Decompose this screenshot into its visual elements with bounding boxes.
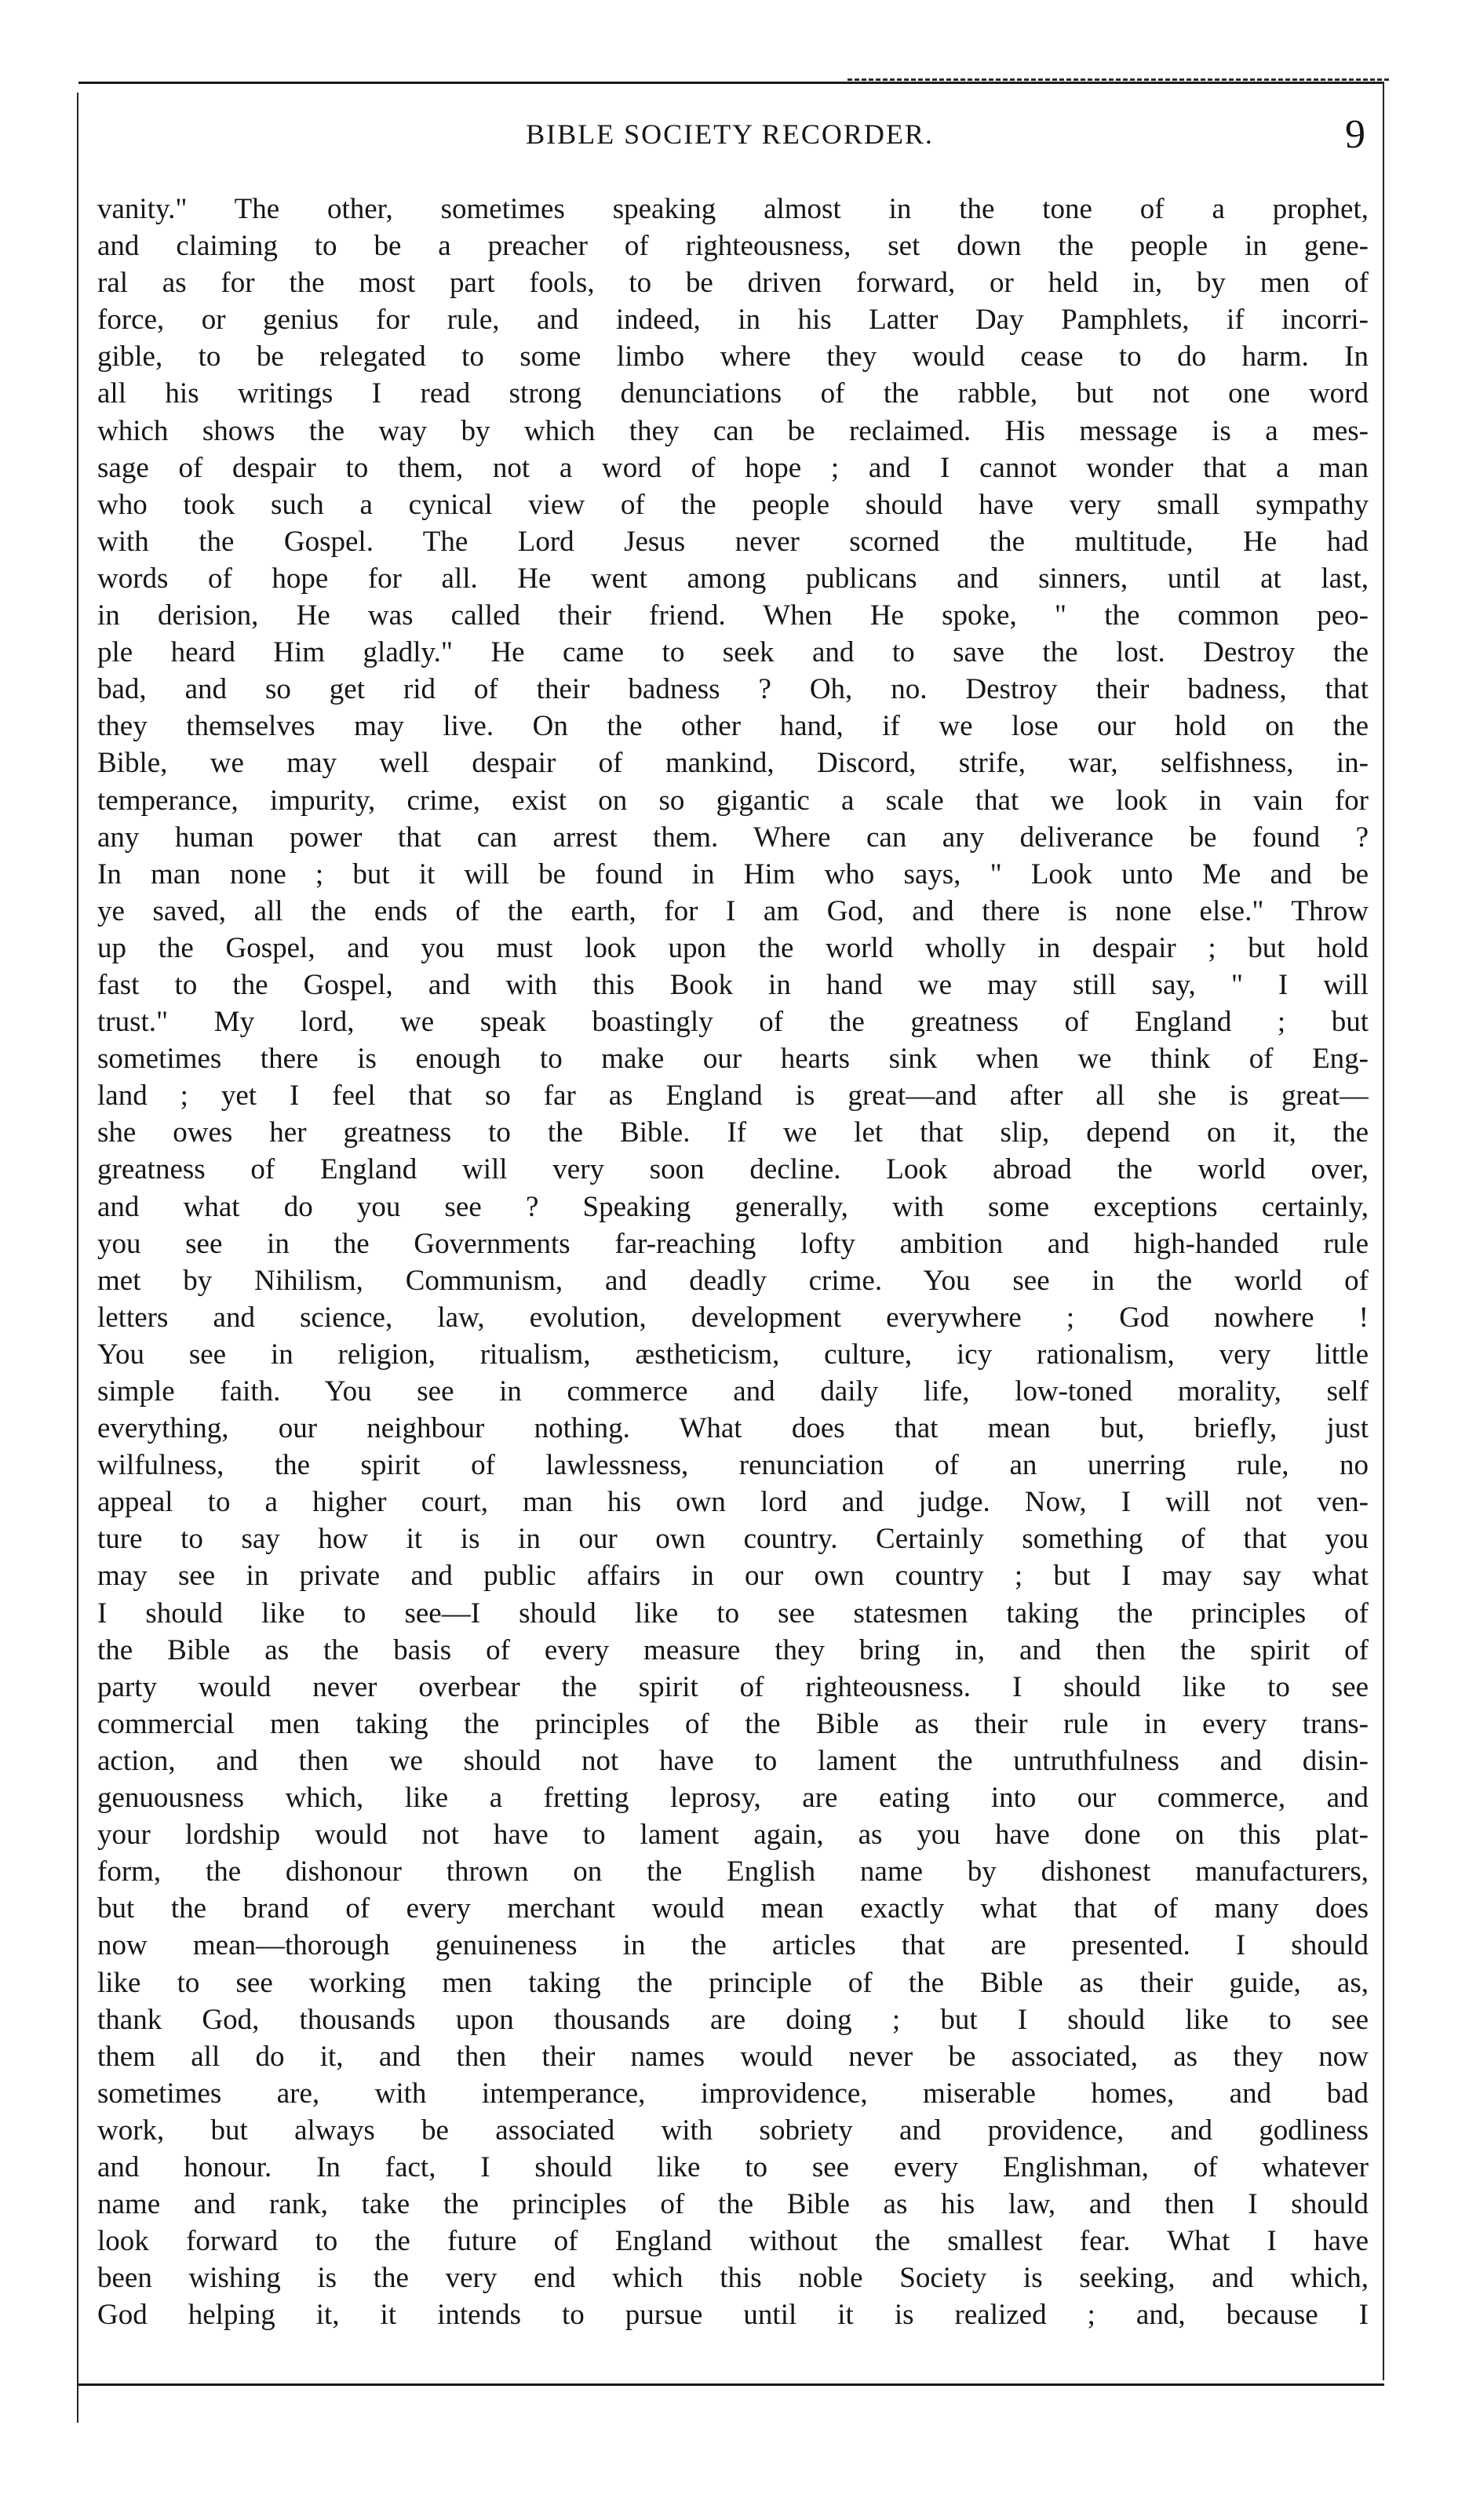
- text-line: met by Nihilism, Communism, and deadly crime. You see in the world of: [97, 1264, 1369, 1297]
- text-line: and honour. In fact, I should like to see every Englishman, of whatever: [97, 2150, 1369, 2183]
- page-number: 9: [1345, 112, 1365, 157]
- text-line: God helping it, it intends to pursue until it is realized ; and, because I: [97, 2299, 1369, 2332]
- text-line: In man none ; but it will be found in Him who says, " Look unto Me and be: [97, 858, 1369, 890]
- text-line: bad, and so get rid of their badness ? Oh, no. Destroy their badness, that: [97, 673, 1369, 706]
- text-line: look forward to the future of England without the smallest fear. What I have: [97, 2225, 1369, 2258]
- text-line: words of hope for all. He went among publicans and sinners, until at last,: [97, 562, 1369, 595]
- text-line: in derision, He was called their friend. When He spoke, " the common peo-: [97, 599, 1369, 632]
- text-line: name and rank, take the principles of the Bible as his law, and then I should: [97, 2188, 1369, 2221]
- text-line: ye saved, all the ends of the earth, for I am God, and there is none else." Throw: [97, 894, 1369, 927]
- text-line: party would never overbear the spirit of righteousness. I should like to see: [97, 1670, 1369, 1703]
- text-line: your lordship would not have to lament again, as you have done on this plat-: [97, 1819, 1369, 1852]
- text-line: greatness of England will very soon decline. Look abroad the world over,: [97, 1153, 1369, 1186]
- text-line: land ; yet I feel that so far as England is great—and after all she is great—: [97, 1080, 1369, 1113]
- text-line: now mean—thorough genuineness in the articles that are presented. I should: [97, 1929, 1369, 1962]
- text-line: letters and science, law, evolution, development everywhere ; God nowhere !: [97, 1301, 1369, 1334]
- text-line: commercial men taking the principles of the Bible as their rule in every trans-: [97, 1707, 1369, 1740]
- text-line: and claiming to be a preacher of righteousness, set down the people in gene-: [97, 230, 1369, 263]
- text-line: work, but always be associated with sobriety and providence, and godliness: [97, 2114, 1369, 2147]
- text-line: they themselves may live. On the other hand, if we lose our hold on the: [97, 710, 1369, 743]
- text-line: gible, to be relegated to some limbo where they would cease to do harm. In: [97, 340, 1369, 373]
- top-border-dashes: [848, 78, 1389, 81]
- text-line: sometimes there is enough to make our hearts sink when we think of Eng-: [97, 1043, 1369, 1076]
- text-line: trust." My lord, we speak boastingly of the greatness of England ; but: [97, 1006, 1369, 1039]
- text-line: but the brand of every merchant would mean exactly what that of many does: [97, 1892, 1369, 1925]
- text-line: all his writings I read strong denunciations of the rabble, but not one word: [97, 377, 1369, 410]
- text-line: sage of despair to them, not a word of hope ; and I cannot wonder that a man: [97, 451, 1369, 484]
- text-line: You see in religion, ritualism, æstheticism, culture, icy rationalism, very little: [97, 1338, 1369, 1371]
- text-line: sometimes are, with intemperance, improvidence, miserable homes, and bad: [97, 2077, 1369, 2110]
- top-border-rule: [78, 82, 1384, 84]
- text-line: and what do you see ? Speaking generally, with some exceptions certainly,: [97, 1190, 1369, 1223]
- text-line: force, or genius for rule, and indeed, in his Latter Day Pamphlets, if incorri-: [97, 304, 1369, 337]
- text-line: temperance, impurity, crime, exist on so gigantic a scale that we look in vain for: [97, 784, 1369, 817]
- running-header: [94, 112, 1365, 165]
- bottom-border-rule: [78, 2383, 1384, 2386]
- text-line: the Bible as the basis of every measure they bring in, and then the spirit of: [97, 1633, 1369, 1666]
- text-line: which shows the way by which they can be reclaimed. His message is a mes-: [97, 414, 1369, 447]
- text-line: genuousness which, like a fretting leprosy, are eating into our commerce, and: [97, 1782, 1369, 1815]
- text-line: up the Gospel, and you must look upon the world wholly in despair ; but hold: [97, 931, 1369, 964]
- text-line: like to see working men taking the principle of the Bible as their guide, as,: [97, 1966, 1369, 1999]
- text-line: ture to say how it is in our own country. Certainly something of that you: [97, 1523, 1369, 1556]
- text-line: form, the dishonour thrown on the English name by dishonest manufacturers,: [97, 1855, 1369, 1888]
- left-border-rule: [77, 93, 78, 2423]
- right-border-rule: [1383, 82, 1384, 2380]
- text-line: action, and then we should not have to lament the untruthfulness and disin-: [97, 1744, 1369, 1777]
- text-line: I should like to see—I should like to see statesmen taking the principles of: [97, 1597, 1369, 1630]
- text-line: who took such a cynical view of the people should have very small sympathy: [97, 488, 1369, 521]
- text-line: vanity." The other, sometimes speaking almost in the tone of a prophet,: [97, 193, 1369, 225]
- text-line: ple heard Him gladly." He came to seek and to save the lost. Destroy the: [97, 636, 1369, 669]
- text-line: Bible, we may well despair of mankind, Discord, strife, war, selfishness, in-: [97, 747, 1369, 780]
- text-line: any human power that can arrest them. Where can any deliverance be found ?: [97, 821, 1369, 854]
- text-line: appeal to a higher court, man his own lord and judge. Now, I will not ven-: [97, 1486, 1369, 1519]
- text-line: everything, our neighbour nothing. What does that mean but, briefly, just: [97, 1412, 1369, 1445]
- text-line: with the Gospel. The Lord Jesus never scorned the multitude, He had: [97, 525, 1369, 558]
- body-text: [97, 191, 1369, 2333]
- text-line: she owes her greatness to the Bible. If we let that slip, depend on it, the: [97, 1116, 1369, 1149]
- running-title: BIBLE SOCIETY RECORDER.: [526, 118, 934, 150]
- text-line: ral as for the most part fools, to be driven forward, or held in, by men of: [97, 267, 1369, 300]
- text-line: you see in the Governments far-reaching lofty ambition and high-handed rule: [97, 1227, 1369, 1260]
- text-line: simple faith. You see in commerce and daily life, low-toned morality, self: [97, 1375, 1369, 1407]
- text-line: been wishing is the very end which this noble Society is seeking, and which,: [97, 2262, 1369, 2295]
- text-line: thank God, thousands upon thousands are doing ; but I should like to see: [97, 2003, 1369, 2036]
- text-line: them all do it, and then their names would never be associated, as they now: [97, 2040, 1369, 2073]
- text-line: may see in private and public affairs in our own country ; but I may say what: [97, 1560, 1369, 1593]
- text-line: wilfulness, the spirit of lawlessness, renunciation of an unerring rule, no: [97, 1449, 1369, 1482]
- text-line: fast to the Gospel, and with this Book in hand we may still say, " I will: [97, 968, 1369, 1001]
